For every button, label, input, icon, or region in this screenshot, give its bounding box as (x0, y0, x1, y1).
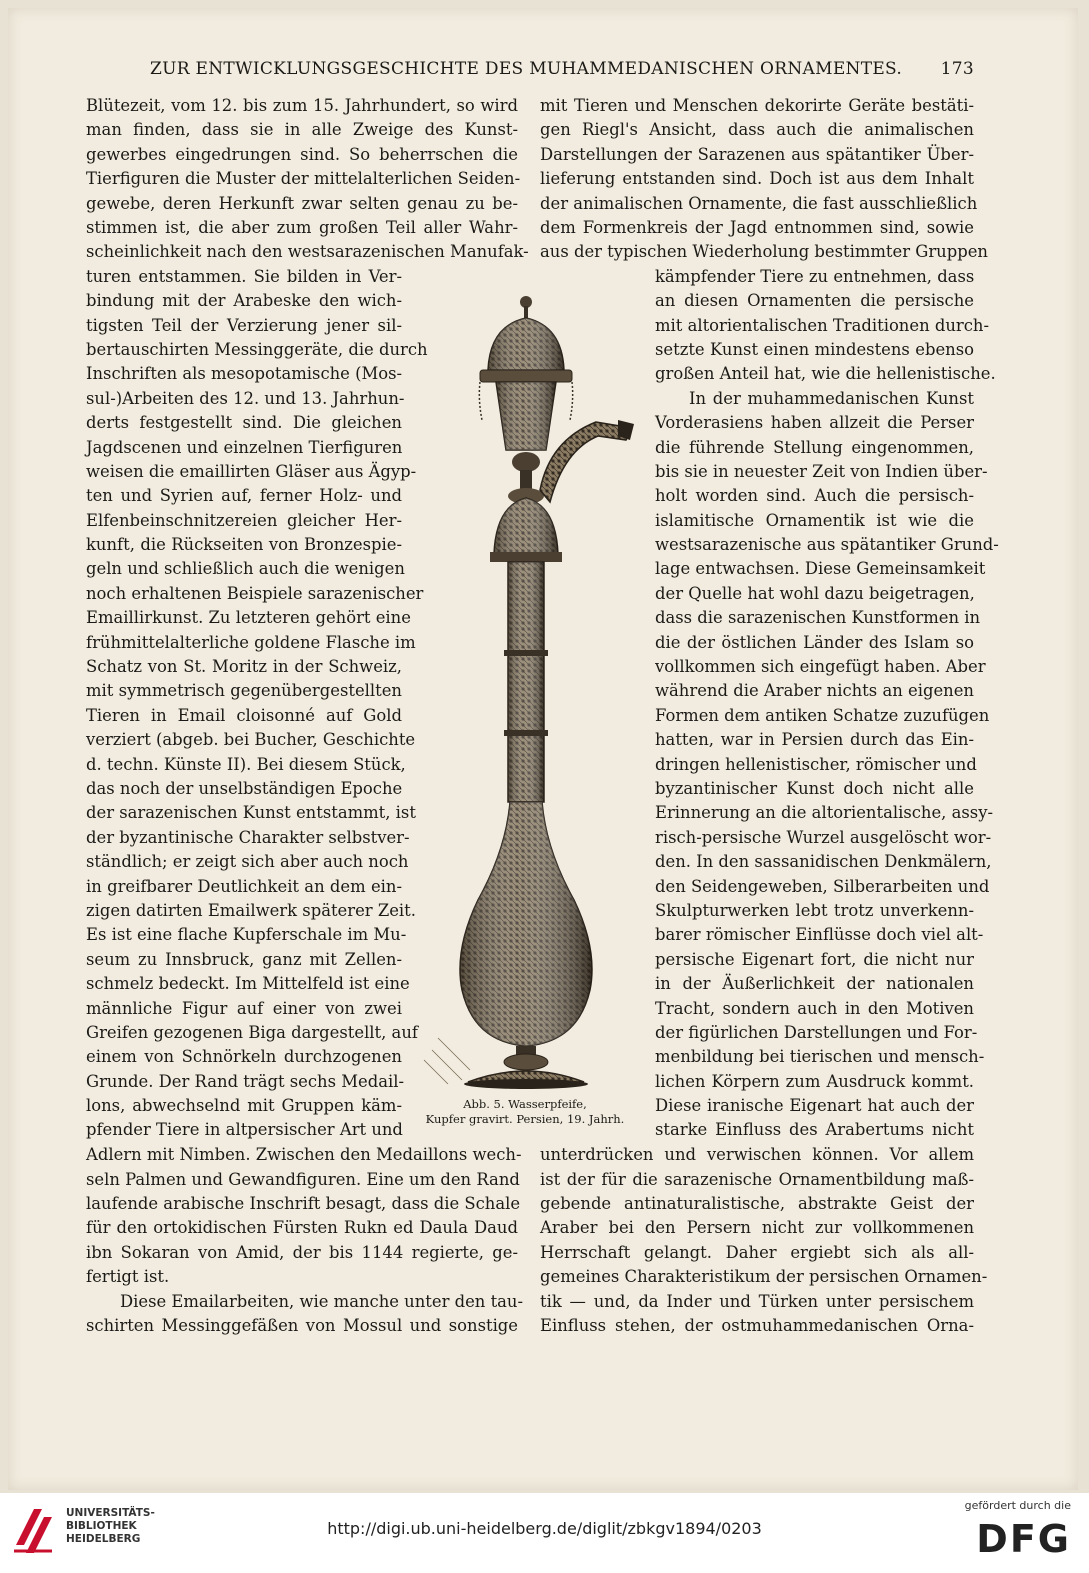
text-line: westsarazenische aus spätantiker Grund- (655, 535, 999, 555)
text-line: der Quelle hat wohl dazu beigetragen, (655, 583, 975, 603)
text-line: dem Formenkreis der Jagd entnommen sind, sowie (540, 217, 974, 237)
text-line: scheinlichkeit nach den westsarazenischen Manufak- (86, 242, 529, 262)
text-line: der figürlichen Darstellungen und For- (655, 1022, 978, 1042)
viewer-footer (0, 1493, 1089, 1573)
text-line: gemeines Charakteristikum der persischen Ornamen- (540, 1267, 988, 1287)
left-column-bottom (86, 1143, 524, 1338)
text-line: an diesen Ornamenten die persische (655, 291, 974, 311)
text-line: verziert (abgeb. bei Bucher, Geschichte (86, 730, 416, 750)
text-line: gen Riegl's Ansicht, dass auch die animalischen (540, 120, 974, 140)
text-line: dass die sarazenischen Kunstformen in (655, 608, 981, 628)
header-title: ZUR ENTWICKLUNGSGESCHICHTE DES MUHAMMEDANISCHEN ORNAMENTES. (150, 59, 903, 79)
text-line: byzantinischer Kunst doch nicht alle (655, 779, 974, 798)
text-line: kämpfender Tiere zu entnehmen, dass (655, 266, 975, 286)
text-line: seln Palmen und Gewandfiguren. Eine um den Rand (86, 1169, 520, 1189)
text-line: ist der für die sarazenische Ornamentbildung maß- (540, 1169, 974, 1189)
text-line: islamitische Ornamentik ist wie die (655, 510, 974, 530)
text-line: unterdrücken und verwischen können. Vor allem (540, 1145, 974, 1165)
library-name-line: UNIVERSITÄTS- (66, 1507, 155, 1519)
text-line: geln und schließlich auch die wenigen (86, 559, 405, 579)
text-line: Skulpturwerken lebt trotz unverkenn- (655, 900, 974, 920)
text-line: Grunde. Der Rand trägt sechs Medail- (86, 1071, 405, 1091)
text-line: persische Eigenart fort, die nicht nur (655, 949, 974, 969)
text-line: Araber bei den Persern nicht zur vollkommenen (540, 1218, 974, 1238)
funding-note: gefördert durch die (964, 1499, 1071, 1512)
text-line: seum zu Innsbruck, ganz mit Zellen- (86, 949, 402, 969)
text-line: ibn Sokaran von Amid, der bis 1144 regierte, ge- (86, 1242, 518, 1262)
text-line: schmelz bedeckt. Im Mittelfeld ist eine (86, 974, 410, 994)
text-line: lage entwachsen. Diese Gemeinsamkeit (655, 559, 986, 579)
text-line: mit Tieren und Menschen dekorirte Geräte bestäti- (540, 96, 974, 115)
text-line: lons, abwechselnd mit Gruppen käm- (86, 1096, 402, 1116)
right-column-bottom (540, 1143, 988, 1338)
text-line: Emaillirkunst. Zu letzteren gehört eine (86, 608, 411, 628)
text-line: den. In den sassanidischen Denkmälern, (655, 852, 992, 872)
left-column-narrow (86, 265, 428, 1143)
text-line: gebende antinaturalistische, abstrakte Geist der (540, 1193, 974, 1213)
text-line: man finden, dass sie in alle Zweige des Kunst- (86, 120, 518, 140)
text-line: Elfenbeinschnitzereien gleicher Her- (86, 510, 402, 530)
text-line: frühmittelalterliche goldene Flasche im (86, 632, 416, 652)
text-line: Inschriften als mesopotamische (Mos- (86, 364, 403, 384)
text-line: derts festgestellt sind. Die gleichen (86, 413, 402, 433)
text-line: Tierfiguren die Muster der mittelalterlichen Seiden- (86, 169, 521, 189)
text-line: Herrschaft gelangt. Daher ergiebt sich als all- (540, 1242, 974, 1262)
text-line: bis sie in neuester Zeit von Indien über- (655, 461, 988, 481)
text-line: ten und Syrien auf, ferner Holz- und (86, 486, 402, 506)
text-line: Jagdscenen und einzelnen Tierfiguren (86, 437, 403, 457)
text-line: der sarazenischen Kunst entstammt, ist (86, 803, 416, 823)
text-line: menbildung bei tierischen und mensch- (655, 1047, 985, 1067)
text-line: Greifen gezogenen Biga dargestellt, auf (86, 1022, 418, 1042)
text-line: die führende Stellung eingenommen, (655, 437, 974, 457)
text-line: gewebe, deren Herkunft zwar selten genau zu be- (86, 193, 518, 213)
text-line: Einfluss stehen, der ostmuhammedanischen Orna- (540, 1315, 974, 1335)
text-line: Tieren in Email cloisonné auf Gold (86, 705, 402, 725)
text-line: kunft, die Rückseiten von Bronzespie- (86, 535, 402, 555)
text-line: turen entstammen. Sie bilden in Ver- (86, 266, 402, 286)
text-line: mit symmetrisch gegenübergestellten (86, 681, 402, 701)
text-line: für den ortokidischen Fürsten Rukn ed Daula Daud (86, 1218, 518, 1238)
text-line: ständlich; er zeigt sich aber auch noch (86, 852, 409, 872)
text-line: fertigt ist. (86, 1267, 170, 1287)
text-line: hatten, war in Persien durch das Ein- (655, 730, 974, 750)
text-line: Tracht, sondern auch in den Motiven (655, 998, 974, 1018)
figure-caption (410, 1097, 640, 1127)
text-line: lichen Körpern zum Ausdruck kommt. (655, 1071, 974, 1091)
text-line: barer römischer Einflüsse doch viel alt- (655, 925, 984, 945)
text-line: Erinnerung an die altorientalische, assy- (655, 803, 993, 823)
text-line: Schatz von St. Moritz in der Schweiz, (86, 657, 402, 677)
caption-line: Kupfer gravirt. Persien, 19. Jahrh. (425, 1112, 625, 1126)
text-line: tik — und, da Inder und Türken unter persischem (540, 1291, 974, 1311)
text-line: noch erhaltenen Beispiele sarazenischer (86, 583, 424, 603)
right-column (540, 94, 988, 265)
dfg-logo: DFG (976, 1517, 1071, 1561)
left-column (86, 94, 529, 265)
library-name-line: HEIDELBERG (66, 1533, 141, 1545)
text-line: der animalischen Ornamente, die fast ausschließlich (540, 193, 978, 213)
text-line: In der muhammedanischen Kunst (689, 388, 974, 408)
text-line: holt worden sind. Auch die persisch- (655, 486, 974, 506)
text-line: männliche Figur auf einer von zwei (86, 998, 402, 1018)
text-line: sul-)Arbeiten des 12. und 13. Jahrhun- (86, 388, 405, 408)
permalink-url[interactable]: http://digi.ub.uni-heidelberg.de/diglit/zbkgv1894/0203 (327, 1519, 762, 1538)
text-line: tigsten Teil der Verzierung jener sil- (86, 315, 402, 335)
text-line: schirten Messinggefäßen von Mossul und sonstige (86, 1315, 518, 1335)
text-line: bertauschirten Messinggeräte, die durch (86, 339, 428, 359)
text-line: d. techn. Künste II). Bei diesem Stück, (86, 754, 406, 774)
text-line: bindung mit der Arabeske den wich- (86, 291, 402, 311)
page-number: 173 (940, 59, 974, 79)
text-line: setzte Kunst einen mindestens ebenso (655, 339, 974, 359)
text-line: in der Äußerlichkeit der nationalen (655, 974, 974, 994)
caption-line: Abb. 5. Wasserpfeife, (463, 1097, 587, 1111)
text-line: die der östlichen Länder des Islam so (655, 632, 974, 652)
text-line: risch-persische Wurzel ausgelöscht wor- (655, 827, 992, 847)
text-line: starke Einfluss des Arabertums nicht (655, 1120, 974, 1140)
text-line: lieferung entstanden sind. Doch ist aus dem Inhalt (540, 169, 974, 189)
text-line: weisen die emaillirten Gläser aus Ägyp- (86, 461, 417, 481)
text-line: Formen dem antiken Schatze zuzufügen (655, 705, 990, 725)
text-line: laufende arabische Inschrift besagt, dass die Schale (86, 1193, 521, 1213)
text-line: Diese iranische Eigenart hat auch der (655, 1096, 974, 1116)
text-line: vollkommen sich eingefügt haben. Aber (655, 657, 986, 677)
text-line: aus der typischen Wiederholung bestimmter Gruppen (540, 242, 988, 262)
text-line: Adlern mit Nimben. Zwischen den Medaillons wech- (86, 1145, 522, 1165)
text-line: einem von Schnörkeln durchzogenen (86, 1047, 402, 1067)
text-line: Es ist eine flache Kupferschale im Mu- (86, 925, 407, 945)
text-line: in greifbarer Deutlichkeit an dem ein- (86, 876, 402, 896)
text-line: den Seidengeweben, Silberarbeiten und (655, 876, 990, 896)
text-line: Darstellungen der Sarazenen aus spätantiker Über- (540, 144, 974, 164)
text-line: der byzantinische Charakter selbstver- (86, 827, 410, 847)
text-line: stimmen ist, die aber zum großen Teil aller Wahr- (86, 217, 518, 237)
right-column-narrow (655, 265, 999, 1143)
text-line: zigen datirten Emailwerk späterer Zeit. (86, 900, 416, 920)
text-line: gewerbes eingedrungen sind. So beherrschen die (86, 144, 518, 164)
text-line: Vorderasiens haben allzeit die Perser (655, 413, 974, 433)
water-pipe-illustration (418, 290, 654, 1090)
library-name-line: BIBLIOTHEK (66, 1520, 137, 1532)
text-line: das noch der unselbständigen Epoche (86, 779, 403, 798)
text-line: Blütezeit, vom 12. bis zum 15. Jahrhundert, so wird (86, 96, 518, 115)
text-line: großen Anteil hat, wie die hellenistische. (655, 364, 996, 384)
text-line: dringen hellenistischer, römischer und (655, 754, 977, 774)
text-line: pfender Tiere in altpersischer Art und (86, 1120, 403, 1140)
text-line: Diese Emailarbeiten, wie manche unter den tau- (120, 1291, 524, 1311)
text-line: mit altorientalischen Traditionen durch- (655, 315, 989, 335)
text-line: während die Araber nichts an eigenen (655, 681, 974, 701)
